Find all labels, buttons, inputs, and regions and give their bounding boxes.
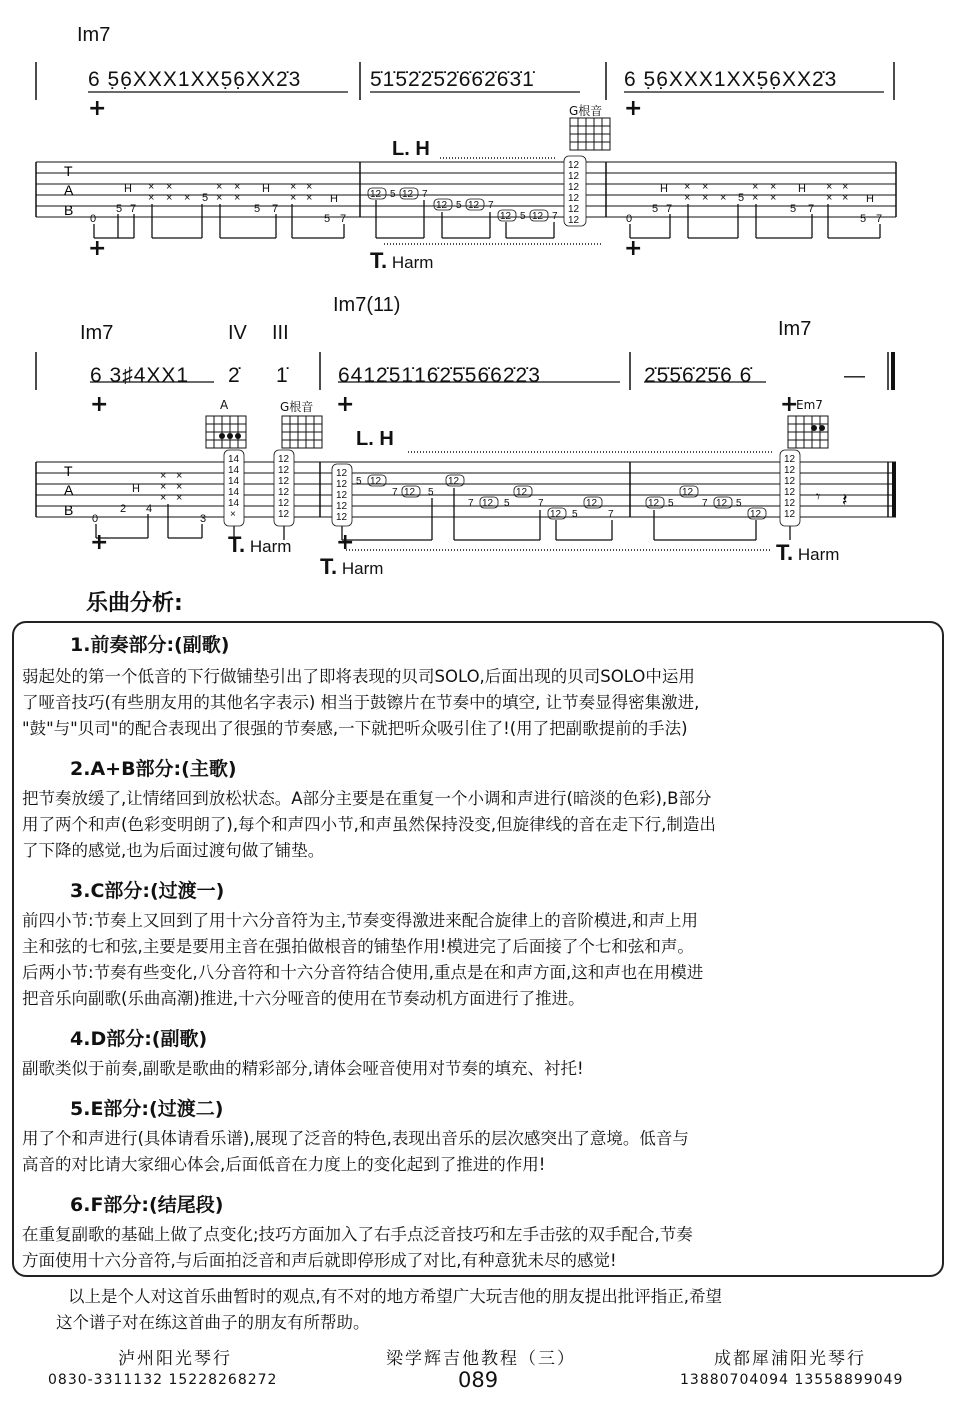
- svg-text:×: ×: [184, 192, 191, 204]
- tab-clef-b: B: [64, 202, 74, 218]
- svg-text:12: 12: [682, 487, 694, 498]
- svg-text:5: 5: [652, 203, 659, 215]
- svg-text:7: 7: [538, 498, 544, 509]
- plus-mark: +: [780, 392, 799, 417]
- book-title: 梁学辉吉他教程（三）: [386, 1349, 576, 1369]
- svg-text:0: 0: [626, 213, 633, 225]
- svg-text:12: 12: [568, 193, 580, 204]
- plus-mark: +: [88, 96, 107, 121]
- svg-text:×: ×: [234, 181, 241, 193]
- svg-text:×: ×: [842, 181, 849, 193]
- chord-im7: Im7: [77, 24, 111, 46]
- svg-text:12: 12: [568, 204, 580, 215]
- section-line: 副歌类似于前奏,副歌是歌曲的精彩部分,请体会哑音使用对节奏的填充、衬托!: [22, 1059, 584, 1078]
- section-heading: 3.C部分:(过渡一): [70, 880, 225, 902]
- svg-text:12: 12: [550, 509, 562, 520]
- svg-text:×: ×: [230, 509, 236, 520]
- svg-text:5: 5: [790, 203, 797, 215]
- right-shop-name: 成都犀浦阳光琴行: [714, 1349, 866, 1369]
- chord-im7-11: Im7(11): [333, 294, 401, 316]
- svg-text:𝄽: 𝄽: [842, 490, 848, 510]
- plus-mark: +: [90, 392, 109, 417]
- svg-text:12: 12: [278, 454, 290, 465]
- svg-text:12: 12: [436, 200, 448, 211]
- svg-text:12: 12: [568, 215, 580, 226]
- section-heading: 4.D部分:(副歌): [70, 1028, 208, 1050]
- svg-text:14: 14: [228, 476, 240, 487]
- section-line: 主和弦的七和弦,主要是要用主音在强拍做根音的铺垫作用!模进完了后面接了个七和弦和声。: [22, 937, 694, 956]
- svg-text:12: 12: [482, 498, 494, 509]
- section-line: 前四小节:节奏上又回到了用十六分音符为主,节奏变得激进来配合旋律上的音阶模进,和声上用: [22, 911, 699, 930]
- closing-line: 以上是个人对这首乐曲暂时的观点,有不对的地方希望广大玩吉他的朋友提出批评指正,希望: [68, 1287, 722, 1306]
- svg-text:7: 7: [488, 200, 494, 211]
- svg-text:12: 12: [336, 468, 348, 479]
- left-hand-label: L. H: [356, 428, 394, 450]
- svg-text:5: 5: [390, 189, 396, 200]
- svg-text:14: 14: [228, 465, 240, 476]
- tap-harmonic-label: T. Harm: [370, 248, 434, 273]
- svg-text:12: 12: [568, 160, 580, 171]
- chord-box-g-label: G根音: [280, 400, 314, 414]
- svg-text:12: 12: [568, 182, 580, 193]
- svg-text:×: ×: [770, 181, 777, 193]
- svg-text:7: 7: [666, 203, 673, 215]
- svg-text:H: H: [660, 183, 668, 195]
- jianpu-iii: 1̇: [276, 364, 289, 387]
- svg-text:×: ×: [842, 192, 849, 204]
- svg-text:4: 4: [146, 503, 153, 515]
- svg-text:T: T: [64, 463, 73, 479]
- svg-text:12: 12: [500, 211, 512, 222]
- svg-text:12: 12: [750, 509, 762, 520]
- jianpu-measure-5: 6412̇51̇16̇2̇5̇56̇62̇2̇3: [338, 364, 541, 387]
- svg-text:×: ×: [234, 192, 241, 204]
- section-line: 在重复副歌的基础上做了点变化;技巧方面加入了右手点泛音技巧和左手击弦的双手配合,节奏: [22, 1225, 693, 1244]
- svg-text:5: 5: [254, 203, 261, 215]
- jianpu-rest: —: [844, 364, 866, 387]
- svg-text:14: 14: [228, 454, 240, 465]
- svg-text:7: 7: [392, 487, 398, 498]
- jianpu-measure-2: 5̇1̇5̇2̇2̇5̇2̇6̇6̇2̇6̇3̇1̇: [370, 68, 535, 91]
- plus-mark: +: [336, 530, 355, 555]
- svg-text:5: 5: [116, 203, 123, 215]
- svg-text:12: 12: [586, 498, 598, 509]
- closing-line: 这个谱子对在练这首曲子的朋友有所帮助。: [56, 1313, 370, 1332]
- svg-text:×: ×: [166, 181, 173, 193]
- jianpu-measure-6: 2̇5̇5̇6̇2̇5̇6 6̇: [644, 364, 753, 387]
- svg-text:×: ×: [166, 192, 173, 204]
- svg-text:×: ×: [176, 481, 183, 493]
- svg-text:12: 12: [468, 200, 480, 211]
- svg-text:×: ×: [176, 492, 183, 504]
- section-line: 把音乐向副歌(乐曲高潮)推进,十六分哑音的使用在节奏动机方面进行了推进。: [22, 989, 585, 1008]
- svg-text:H: H: [132, 483, 140, 495]
- svg-text:7: 7: [552, 211, 558, 222]
- svg-text:7: 7: [340, 213, 347, 225]
- svg-text:×: ×: [752, 192, 759, 204]
- section-line: 把节奏放缓了,让情绪回到放松状态。A部分主要是在重复一个小调和声进行(暗淡的色彩),B部分: [22, 789, 712, 808]
- svg-text:3: 3: [200, 513, 207, 525]
- svg-text:×: ×: [770, 192, 777, 204]
- svg-text:12: 12: [532, 211, 544, 222]
- svg-text:7: 7: [608, 509, 614, 520]
- svg-text:5: 5: [456, 200, 462, 211]
- svg-text:5: 5: [428, 487, 434, 498]
- svg-text:12: 12: [336, 501, 348, 512]
- harmonic-chord-label: G根音: [569, 104, 603, 118]
- left-hand-label: L. H: [392, 138, 430, 160]
- svg-text:H: H: [798, 183, 806, 195]
- svg-text:H: H: [330, 193, 338, 205]
- svg-text:12: 12: [448, 476, 460, 487]
- svg-text:A: A: [64, 482, 74, 498]
- svg-text:12: 12: [402, 189, 414, 200]
- svg-text:2: 2: [120, 503, 127, 515]
- svg-text:5: 5: [736, 498, 742, 509]
- svg-text:×: ×: [684, 192, 691, 204]
- section-line: "鼓"与"贝司"的配合表现出了很强的节奏感,一下就把听众吸引住了!(用了把副歌提前的手法): [22, 719, 688, 738]
- svg-text:×: ×: [684, 181, 691, 193]
- section-heading: 1.前奏部分:(副歌): [70, 634, 230, 656]
- svg-text:×: ×: [160, 481, 167, 493]
- svg-text:𝄾: 𝄾: [816, 489, 821, 506]
- svg-text:×: ×: [148, 192, 155, 204]
- svg-text:5: 5: [572, 509, 578, 520]
- section-heading: 5.E部分:(过渡二): [70, 1098, 224, 1120]
- svg-text:7: 7: [808, 203, 815, 215]
- analysis-content: [22, 630, 932, 1274]
- svg-text:×: ×: [306, 192, 313, 204]
- section-heading: 2.A+B部分:(主歌): [70, 758, 237, 780]
- section-line: 用了两个和声(色彩变明朗了),每个和声四小节,和声虽然保持没变,但旋律线的音在走下行,制造出: [22, 815, 716, 834]
- svg-text:0: 0: [90, 213, 97, 225]
- svg-text:5: 5: [356, 476, 362, 487]
- chord-box-em7-label: Em7: [796, 398, 823, 412]
- svg-text:5: 5: [202, 192, 209, 204]
- svg-text:12: 12: [278, 465, 290, 476]
- svg-text:12: 12: [784, 498, 796, 509]
- svg-text:12: 12: [278, 487, 290, 498]
- chord-im7: Im7: [80, 322, 114, 344]
- svg-text:14: 14: [228, 498, 240, 509]
- svg-text:12: 12: [784, 487, 796, 498]
- svg-text:H: H: [262, 183, 270, 195]
- svg-text:0: 0: [92, 513, 99, 525]
- svg-text:7: 7: [876, 213, 883, 225]
- svg-text:12: 12: [648, 498, 660, 509]
- svg-text:B: B: [64, 502, 74, 518]
- svg-text:×: ×: [176, 470, 183, 482]
- svg-text:12: 12: [784, 454, 796, 465]
- plus-mark: +: [336, 392, 355, 417]
- svg-text:12: 12: [784, 465, 796, 476]
- svg-text:×: ×: [702, 192, 709, 204]
- svg-text:×: ×: [148, 181, 155, 193]
- tab-clef-t: T: [64, 163, 73, 179]
- tap-harmonic-label: T. Harm: [228, 532, 292, 557]
- svg-text:5: 5: [324, 213, 331, 225]
- svg-text:12: 12: [716, 498, 728, 509]
- section-line: 用了个和声进行(具体请看乐谱),展现了泛音的特色,表现出音乐的层次感突出了意境。低音与: [22, 1129, 689, 1148]
- svg-text:12: 12: [278, 509, 290, 520]
- svg-text:×: ×: [720, 192, 727, 204]
- svg-text:×: ×: [216, 181, 223, 193]
- svg-text:7: 7: [422, 189, 428, 200]
- svg-text:12: 12: [370, 476, 382, 487]
- svg-text:×: ×: [702, 181, 709, 193]
- left-shop-name: 泸州阳光琴行: [118, 1349, 232, 1369]
- svg-text:×: ×: [160, 492, 167, 504]
- svg-text:5: 5: [520, 211, 526, 222]
- svg-text:5: 5: [860, 213, 867, 225]
- svg-text:12: 12: [568, 171, 580, 182]
- svg-text:12: 12: [784, 509, 796, 520]
- right-shop-phone: 13880704094 13558899049: [680, 1372, 904, 1388]
- svg-text:7: 7: [702, 498, 708, 509]
- section-heading: 6.F部分:(结尾段): [70, 1194, 224, 1216]
- section-line: 后两小节:节奏有些变化,八分音符和十六分音符结合使用,重点是在和声方面,这和声也在用模进: [22, 963, 704, 982]
- svg-text:×: ×: [826, 181, 833, 193]
- svg-text:H: H: [124, 183, 132, 195]
- svg-text:12: 12: [336, 512, 348, 523]
- plus-mark: +: [624, 236, 643, 261]
- plus-mark: +: [624, 96, 643, 121]
- svg-text:12: 12: [516, 487, 528, 498]
- section-line: 高音的对比请大家细心体会,后面低音在力度上的变化起到了推进的作用!: [22, 1155, 546, 1174]
- chord-im7-end: Im7: [778, 318, 812, 340]
- tab-clef-a: A: [64, 182, 74, 198]
- svg-text:×: ×: [290, 181, 297, 193]
- svg-text:H: H: [866, 193, 874, 205]
- svg-text:12: 12: [278, 498, 290, 509]
- chord-iv: IV: [228, 322, 247, 344]
- svg-text:12: 12: [278, 476, 290, 487]
- section-line: 方面使用十六分音符,与后面拍泛音和声后就即停形成了对比,有种意犹未尽的感觉!: [22, 1251, 617, 1270]
- svg-text:14: 14: [228, 487, 240, 498]
- svg-text:7: 7: [468, 498, 474, 509]
- svg-text:12: 12: [336, 479, 348, 490]
- svg-text:5: 5: [668, 498, 674, 509]
- jianpu-measure-3: 6 5̣6̣XXX1XX5̣6̣XX2̇3: [624, 68, 838, 91]
- svg-text:12: 12: [336, 490, 348, 501]
- jianpu-measure-1: 6 5̣6̣XXX1XX5̣6̣XX2̇3: [88, 68, 302, 91]
- svg-text:7: 7: [272, 203, 279, 215]
- svg-text:7: 7: [130, 203, 137, 215]
- section-line: 了哑音技巧(有些朋友用的其他名字表示) 相当于鼓镲片在节奏中的填空, 让节奏显得密集激进,: [22, 693, 700, 712]
- chord-box-a-label: A: [220, 398, 229, 412]
- analysis-title: 乐曲分析:: [86, 591, 183, 616]
- svg-text:12: 12: [404, 487, 416, 498]
- plus-mark: +: [88, 236, 107, 261]
- tap-harmonic-label: T. Harm: [320, 554, 384, 579]
- tab-staff-row-2: [0, 300, 960, 590]
- svg-text:12: 12: [784, 476, 796, 487]
- svg-text:×: ×: [752, 181, 759, 193]
- svg-text:×: ×: [160, 470, 167, 482]
- tab-staff-row-1: [0, 0, 960, 300]
- svg-text:×: ×: [826, 192, 833, 204]
- svg-text:×: ×: [216, 192, 223, 204]
- jianpu-iv: 2̇: [228, 364, 241, 387]
- svg-text:12: 12: [370, 189, 382, 200]
- section-line: 了下降的感觉,也为后面过渡句做了铺垫。: [22, 841, 325, 860]
- chord-iii: III: [272, 322, 289, 344]
- svg-text:5: 5: [504, 498, 510, 509]
- tap-harmonic-label: T. Harm: [776, 540, 840, 565]
- svg-text:5: 5: [738, 192, 745, 204]
- svg-text:×: ×: [290, 192, 297, 204]
- left-shop-phone: 0830-3311132 15228268272: [48, 1372, 278, 1388]
- svg-text:×: ×: [306, 181, 313, 193]
- page-number: 089: [458, 1368, 499, 1392]
- section-line: 弱起处的第一个低音的下行做铺垫引出了即将表现的贝司SOLO,后面出现的贝司SOLO中运用: [22, 667, 695, 686]
- jianpu-measure-4: 6 3♯4XX1: [90, 364, 190, 387]
- plus-mark: +: [90, 530, 109, 555]
- closing-text: [56, 1284, 936, 1336]
